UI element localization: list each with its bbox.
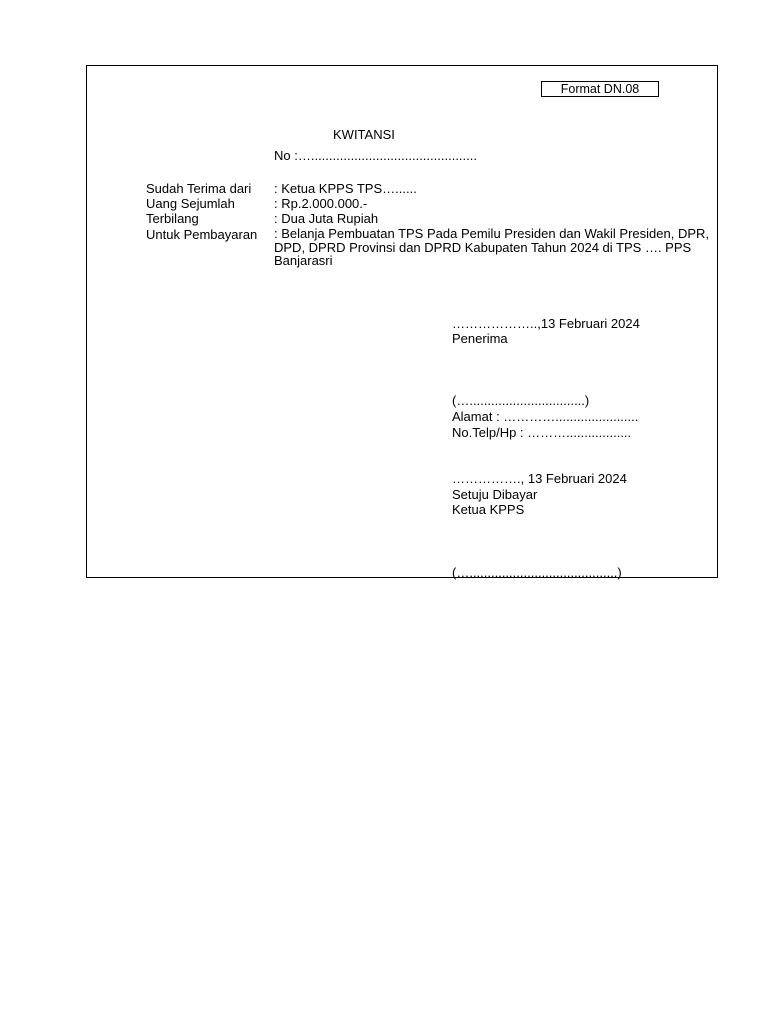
- receiver-role: Penerima: [452, 331, 508, 346]
- field-value-received-from: : Ketua KPPS TPS…......: [274, 181, 417, 196]
- field-value-amount: : Rp.2.000.000.-: [274, 196, 368, 211]
- approval-role: Ketua KPPS: [452, 502, 525, 517]
- receipt-frame: [86, 65, 718, 578]
- receiver-signature: (…................................): [452, 393, 590, 408]
- field-label-purpose: Untuk Pembayaran: [146, 227, 258, 242]
- format-label: Format DN.08: [541, 81, 659, 97]
- approval-signature: (….........................................): [452, 565, 622, 580]
- approval-status: Setuju Dibayar: [452, 487, 538, 502]
- field-label-received-from: Sudah Terima dari: [146, 181, 252, 196]
- receiver-phone: No.Telp/Hp : ………..................: [452, 425, 632, 440]
- receiver-address: Alamat : ………….......................: [452, 409, 639, 424]
- field-value-purpose: : Belanja Pembuatan TPS Pada Pemilu Presiden dan Wakil Presiden, DPR, DPD, DPRD Provinsi dan DPRD Kabupaten Tahun 2024 di TPS …. PPS Banjarasri: [274, 226, 710, 268]
- receipt-title: KWITANSI: [333, 127, 395, 142]
- receiver-date: ………………..,13 Februari 2024: [452, 316, 640, 331]
- field-value-in-words: : Dua Juta Rupiah: [274, 211, 379, 226]
- field-label-amount: Uang Sejumlah: [146, 196, 235, 211]
- field-label-in-words: Terbilang: [146, 211, 199, 226]
- approval-date: ……………., 13 Februari 2024: [452, 471, 627, 486]
- receipt-number: No :…..............................................: [274, 148, 477, 163]
